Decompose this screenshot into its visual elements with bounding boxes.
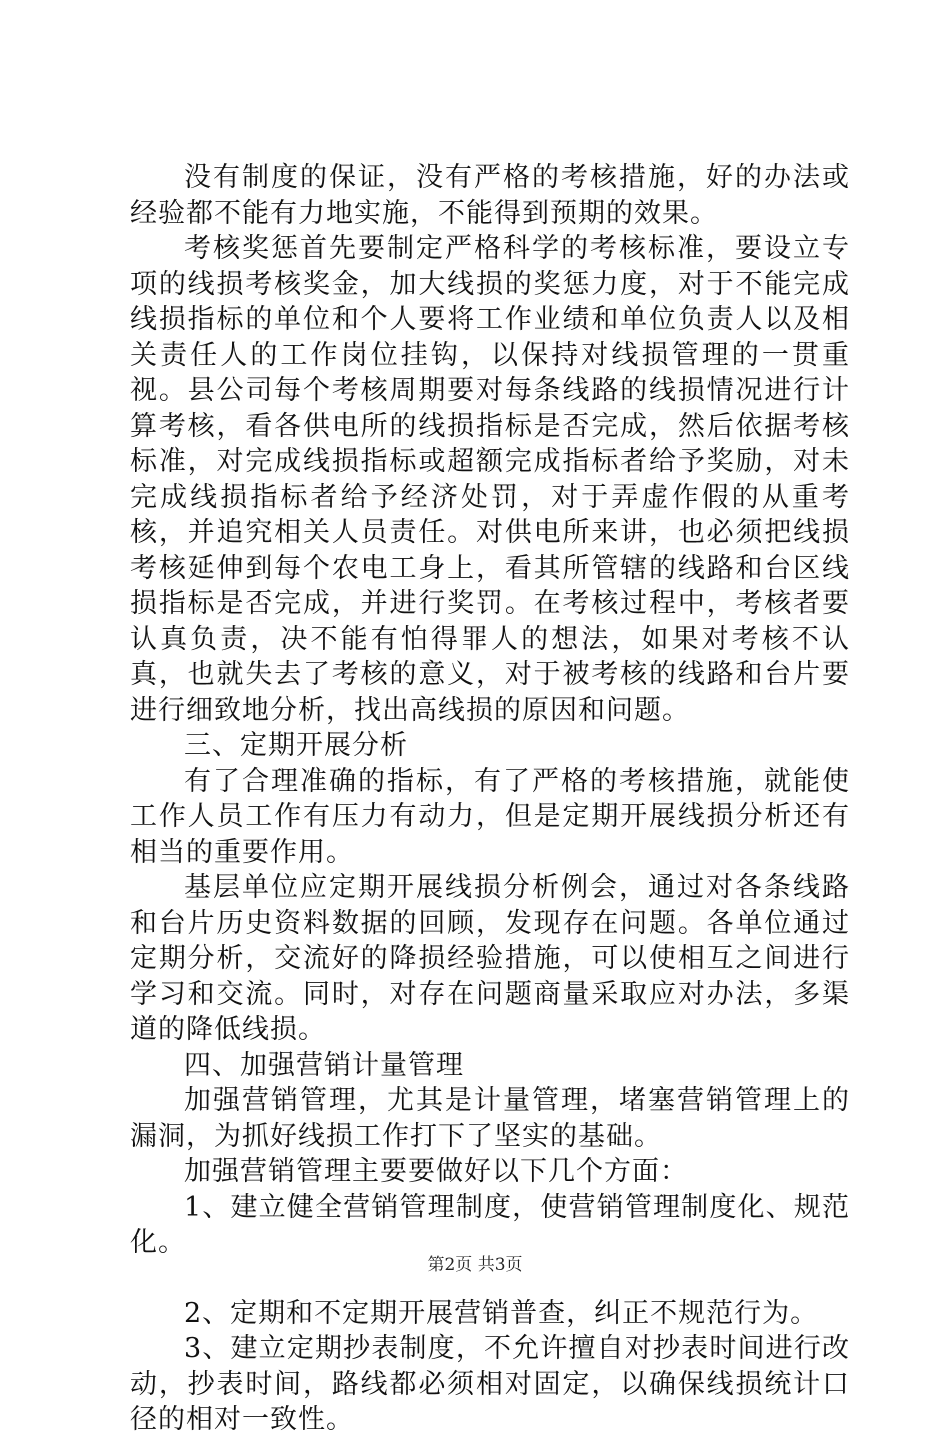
paragraph: 加强营销管理，尤其是计量管理，堵塞营销管理上的漏洞，为抓好线损工作打下了坚实的基础。	[130, 1085, 850, 1152]
page-footer: 第2页 共3页	[427, 1255, 523, 1275]
document-body	[130, 160, 850, 1438]
list-item: 3、建立定期抄表制度，不允许擅自对抄表时间进行改动，抄表时间，路线都必须相对固定，以确保线损统计口径的相对一致性。	[130, 1333, 850, 1435]
paragraph: 基层单位应定期开展线损分析例会，通过对各条线路和台片历史资料数据的回顾，发现存在问题。各单位通过定期分析，交流好的降损经验措施，可以使相互之间进行学习和交流。同时，对存在问题商量采取应对办法，多渠道的降低线损。	[130, 872, 850, 1045]
list-item: 2、定期和不定期开展营销普查，纠正不规范行为。	[184, 1297, 819, 1329]
section-heading: 三、定期开展分析	[184, 730, 408, 761]
section-heading: 四、加强营销计量管理	[184, 1049, 464, 1081]
paragraph: 有了合理准确的指标，有了严格的考核措施，就能使工作人员工作有压力有动力，但是定期开展线损分析还有相当的重要作用。	[130, 765, 850, 868]
paragraph: 没有制度的保证，没有严格的考核措施，好的办法或经验都不能有力地实施，不能得到预期的效果。	[130, 162, 850, 229]
paragraph: 加强营销管理主要要做好以下几个方面：	[184, 1156, 688, 1187]
paragraph: 考核奖惩首先要制定严格科学的考核标准，要设立专项的线损考核奖金，加大线损的奖惩力度，对于不能完成线损指标的单位和个人要将工作业绩和单位负责人以及相关责任人的工作岗位挂钩，以保持对线损管理的一贯重视。县公司每个考核周期要对每条线路的线损情况进行计算考核，看各供电所的线损指标是否完成，然后依据考核标准，对完成线损指标或超额完成指标者给予奖励，对未完成线损指标者给予经济处罚，对于弄虚作假的从重考核，并追究相关人员责任。对供电所来讲，也必须把线损考核延伸到每个农电工身上，看其所管辖的线路和台区线损指标是否完成，并进行奖罚。在考核过程中，考核者要认真负责，决不能有怕得罪人的想法，如果对考核不认真，也就失去了考核的意义，对于被考核的线路和台片要进行细致地分析，找出高线损的原因和问题。	[130, 233, 850, 726]
list-item: 1、建立健全营销管理制度，使营销管理制度化、规范化。	[130, 1191, 850, 1258]
